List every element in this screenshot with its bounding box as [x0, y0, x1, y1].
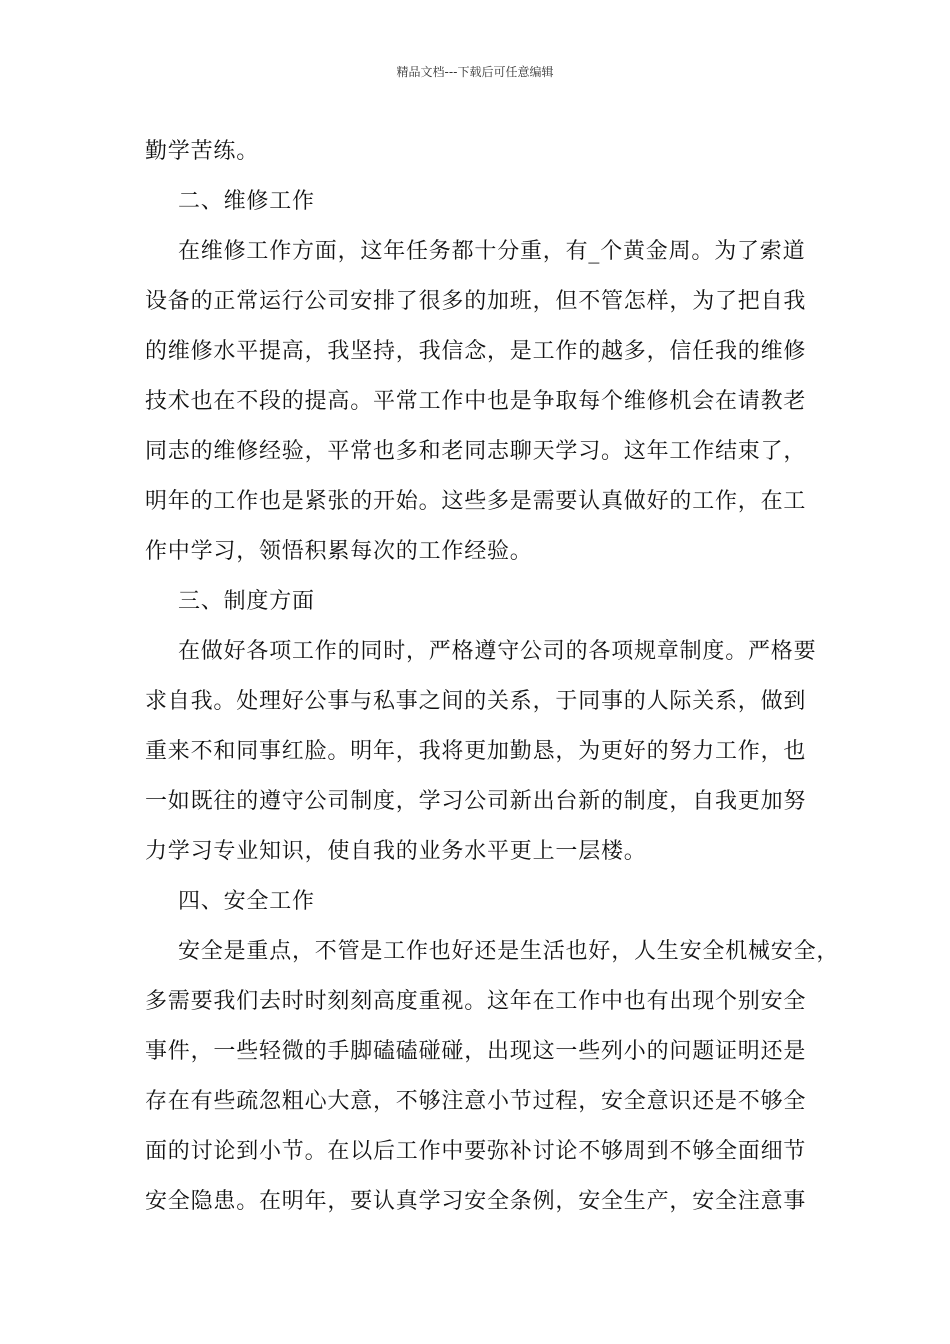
paragraph-line: 作中学习，领悟积累每次的工作经验。 [145, 539, 533, 564]
paragraph-line: 明年的工作也是紧张的开始。这些多是需要认真做好的工作，在工 [145, 489, 807, 514]
section-heading: 四、安全工作 [178, 889, 315, 914]
paragraph-line: 求自我。处理好公事与私事之间的关系，于同事的人际关系，做到 [145, 689, 807, 714]
paragraph-line: 设备的正常运行公司安排了很多的加班，但不管怎样，为了把自我 [145, 289, 807, 314]
section-heading: 二、维修工作 [178, 189, 315, 214]
paragraph-line: 存在有些疏忽粗心大意，不够注意小节过程，安全意识还是不够全 [145, 1089, 807, 1114]
section-heading: 三、制度方面 [178, 589, 315, 614]
paragraph-line: 在维修工作方面，这年任务都十分重，有_个黄金周。为了索道 [178, 239, 806, 264]
page-header: 精品文档---下载后可任意编辑 [396, 65, 554, 79]
paragraph-line: 一如既往的遵守公司制度，学习公司新出台新的制度，自我更加努 [145, 789, 807, 814]
paragraph-line: 多需要我们去时时刻刻高度重视。这年在工作中也有出现个别安全 [145, 989, 807, 1014]
paragraph-line: 安全隐患。在明年，要认真学习安全条例，安全生产，安全注意事 [145, 1189, 807, 1214]
paragraph-line: 面的讨论到小节。在以后工作中要弥补讨论不够周到不够全面细节 [145, 1139, 807, 1164]
paragraph-line: 技术也在不段的提高。平常工作中也是争取每个维修机会在请教老 [145, 389, 807, 414]
paragraph-line: 重来不和同事红脸。明年，我将更加勤恳，为更好的努力工作，也 [145, 739, 807, 764]
paragraph-line: 勤学苦练。 [145, 139, 260, 164]
paragraph-line: 同志的维修经验，平常也多和老同志聊天学习。这年工作结束了， [145, 439, 807, 464]
paragraph-line: 力学习专业知识，使自我的业务水平更上一层楼。 [145, 839, 647, 864]
paragraph-line: 的维修水平提高，我坚持，我信念，是工作的越多，信任我的维修 [145, 339, 807, 364]
paragraph-line: 事件，一些轻微的手脚磕磕碰碰，出现这一些列小的问题证明还是 [145, 1039, 807, 1064]
paragraph-line: 在做好各项工作的同时，严格遵守公司的各项规章制度。严格要 [178, 639, 817, 664]
document-body [145, 127, 840, 1227]
paragraph-line: 安全是重点，不管是工作也好还是生活也好，人生安全机械安全， [178, 939, 840, 964]
